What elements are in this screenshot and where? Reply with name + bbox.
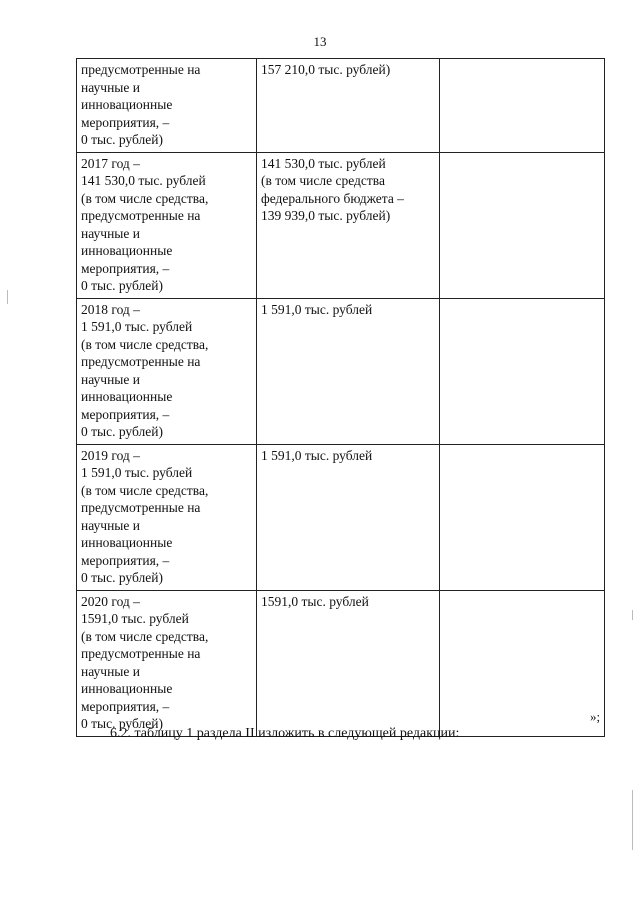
closing-quote: »; — [590, 709, 601, 724]
amount-cell: 1591,0 тыс. рублей — [257, 590, 440, 736]
amount-cell: 1 591,0 тыс. рублей — [257, 444, 440, 590]
period-cell: 2017 год – 141 530,0 тыс. рублей (в том числе средства, предусмотренные на научные и инновационные мероприятия, – 0 тыс. рублей) — [77, 152, 257, 298]
table-row — [77, 298, 605, 444]
amount-cell: 141 530,0 тыс. рублей (в том числе средства федерального бюджета – 139 939,0 тыс. рублей) — [257, 152, 440, 298]
table-row — [77, 444, 605, 590]
scan-margin-mark — [7, 290, 8, 304]
page-number: 13 — [313, 34, 327, 49]
period-cell: 2020 год – 1591,0 тыс. рублей (в том числе средства, предусмотренные на научные и инновационные мероприятия, – 0 тыс. рублей) — [77, 590, 257, 736]
extra-cell — [440, 59, 605, 153]
period-cell: 2019 год – 1 591,0 тыс. рублей (в том числе средства, предусмотренные на научные и инновационные мероприятия, – 0 тыс. рублей) — [77, 444, 257, 590]
period-cell: предусмотренные на научные и инновационные мероприятия, – 0 тыс. рублей) — [77, 59, 257, 153]
extra-cell — [440, 444, 605, 590]
table-row — [77, 590, 605, 736]
instruction-text: 6.2. таблицу 1 раздела II изложить в следующей редакции: — [110, 726, 460, 741]
amount-cell: 1 591,0 тыс. рублей — [257, 298, 440, 444]
funding-table — [76, 58, 605, 737]
extra-cell — [440, 152, 605, 298]
extra-cell — [440, 298, 605, 444]
period-cell: 2018 год – 1 591,0 тыс. рублей (в том числе средства, предусмотренные на научные и инновационные мероприятия, – 0 тыс. рублей) — [77, 298, 257, 444]
scan-margin-mark — [632, 790, 633, 850]
amount-cell: 157 210,0 тыс. рублей) — [257, 59, 440, 153]
scan-margin-mark — [632, 610, 633, 620]
table-row — [77, 152, 605, 298]
extra-cell — [440, 590, 605, 736]
table-row — [77, 59, 605, 153]
